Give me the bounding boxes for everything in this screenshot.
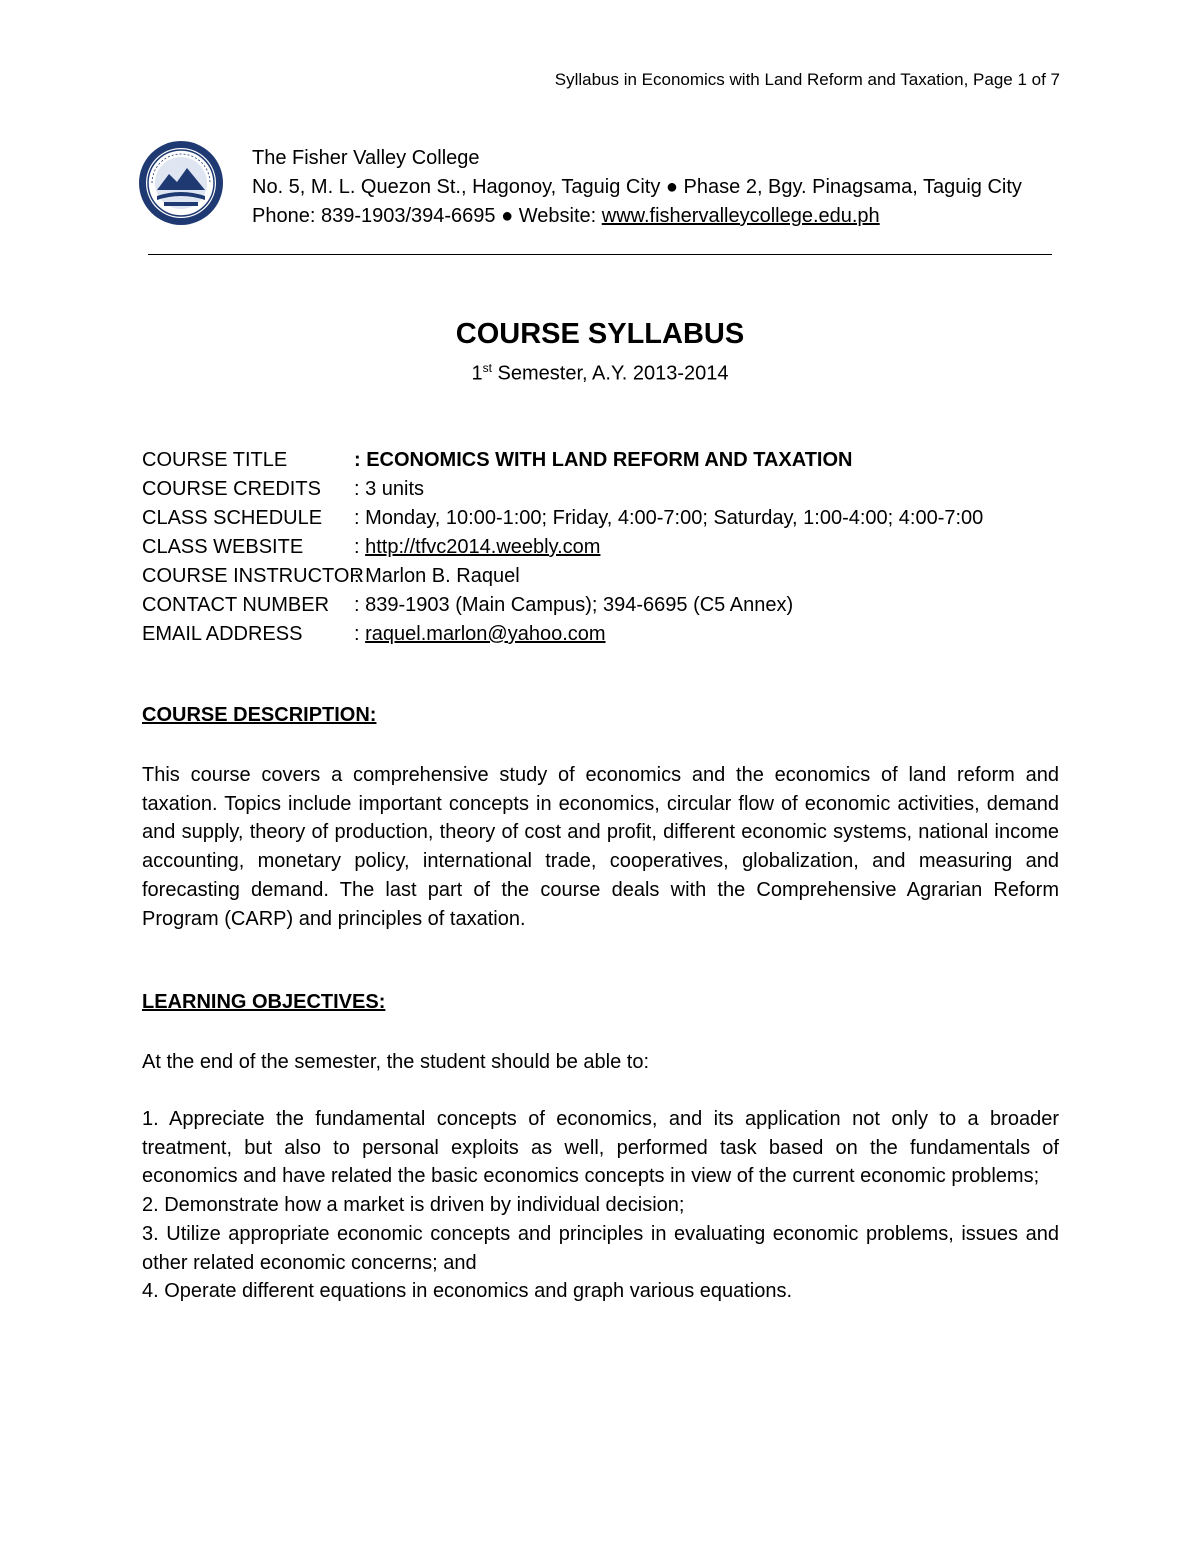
semester-line: 1st Semester, A.Y. 2013-2014 [471, 361, 729, 385]
info-label: CONTACT NUMBER [142, 594, 330, 616]
course-description-text: This course covers a comprehensive study of economics and the economics of land reform and taxation. Topics include important concepts in economics, circular flow of economic activities, demand and supply, theory of production, theory of cost and profit, different economic systems, national income accounting, monetary policy, international trade, cooperatives, globalization, and measuring and forecasting demand. The last part of the course deals with the Comprehensive Agrarian Reform Program (CARP) and principles of taxation. [142, 764, 1059, 930]
learning-objectives-heading: LEARNING OBJECTIVES: [142, 991, 386, 1013]
college-header [252, 144, 1022, 231]
list-item: 1. Appreciate the fundamental concepts of economics, and its application not only to a broader treatment, but also to personal exploits as well, performed task based on the fundamentals of economics and have related the basic economics concepts in view of the current economic problems; [142, 1108, 1059, 1188]
list-item: 2. Demonstrate how a market is driven by individual decision; [142, 1194, 685, 1217]
contact-number-row [142, 591, 983, 620]
website-link[interactable]: www.fishervalleycollege.edu.ph [601, 205, 880, 227]
email-address-row: EMAIL ADDRESS : raquel.marlon@yahoo.com [142, 620, 983, 649]
college-seal-icon [138, 140, 224, 226]
info-label: EMAIL ADDRESS [142, 623, 303, 645]
course-instructor-row [142, 562, 983, 591]
contact-number-value: : 839-1903 (Main Campus); 394-6695 (C5 Annex) [354, 594, 794, 616]
info-label: COURSE CREDITS [142, 478, 321, 500]
college-contact [252, 202, 1022, 231]
course-credits-row [142, 475, 983, 504]
email-link[interactable]: raquel.marlon@yahoo.com [365, 623, 606, 645]
class-website-row: CLASS WEBSITE : http://tfvc2014.weebly.com [142, 533, 983, 562]
class-schedule-row [142, 504, 983, 533]
list-item: 4. Operate different equations in economics and graph various equations. [142, 1280, 793, 1303]
course-title-value: : ECONOMICS WITH LAND REFORM AND TAXATION [354, 449, 853, 471]
objectives-intro: At the end of the semester, the student should be able to: [142, 1051, 650, 1073]
running-header: Syllabus in Economics with Land Reform and Taxation, Page 1 of 7 [554, 70, 1060, 89]
objectives-list [142, 1105, 1059, 1306]
info-label: CLASS SCHEDULE [142, 507, 323, 529]
course-title-row [142, 446, 983, 475]
class-website-link[interactable]: http://tfvc2014.weebly.com [365, 536, 601, 558]
course-credits-value: : 3 units [354, 478, 425, 500]
college-name: The Fisher Valley College [252, 147, 480, 169]
phone-line: Phone: 839-1903/394-6695 ● Website: [252, 205, 602, 227]
course-info-table [142, 446, 983, 649]
course-instructor-value: : Marlon B. Raquel [354, 565, 520, 587]
info-label: COURSE INSTRUCTOR [142, 565, 364, 587]
page-title: COURSE SYLLABUS [455, 318, 745, 350]
course-description-heading: COURSE DESCRIPTION: [142, 704, 377, 726]
list-item: 3. Utilize appropriate economic concepts and principles in evaluating economic problems, issues and other related economic concerns; and [142, 1222, 1059, 1274]
info-label: COURSE TITLE [142, 449, 288, 471]
class-schedule-value: : Monday, 10:00-1:00; Friday, 4:00-7:00; Saturday, 1:00-4:00; 4:00-7:00 [354, 507, 984, 529]
info-label: CLASS WEBSITE [142, 536, 304, 558]
header-divider [148, 254, 1052, 255]
college-address: No. 5, M. L. Quezon St., Hagonoy, Taguig City ● Phase 2, Bgy. Pinagsama, Taguig City [252, 176, 1022, 198]
